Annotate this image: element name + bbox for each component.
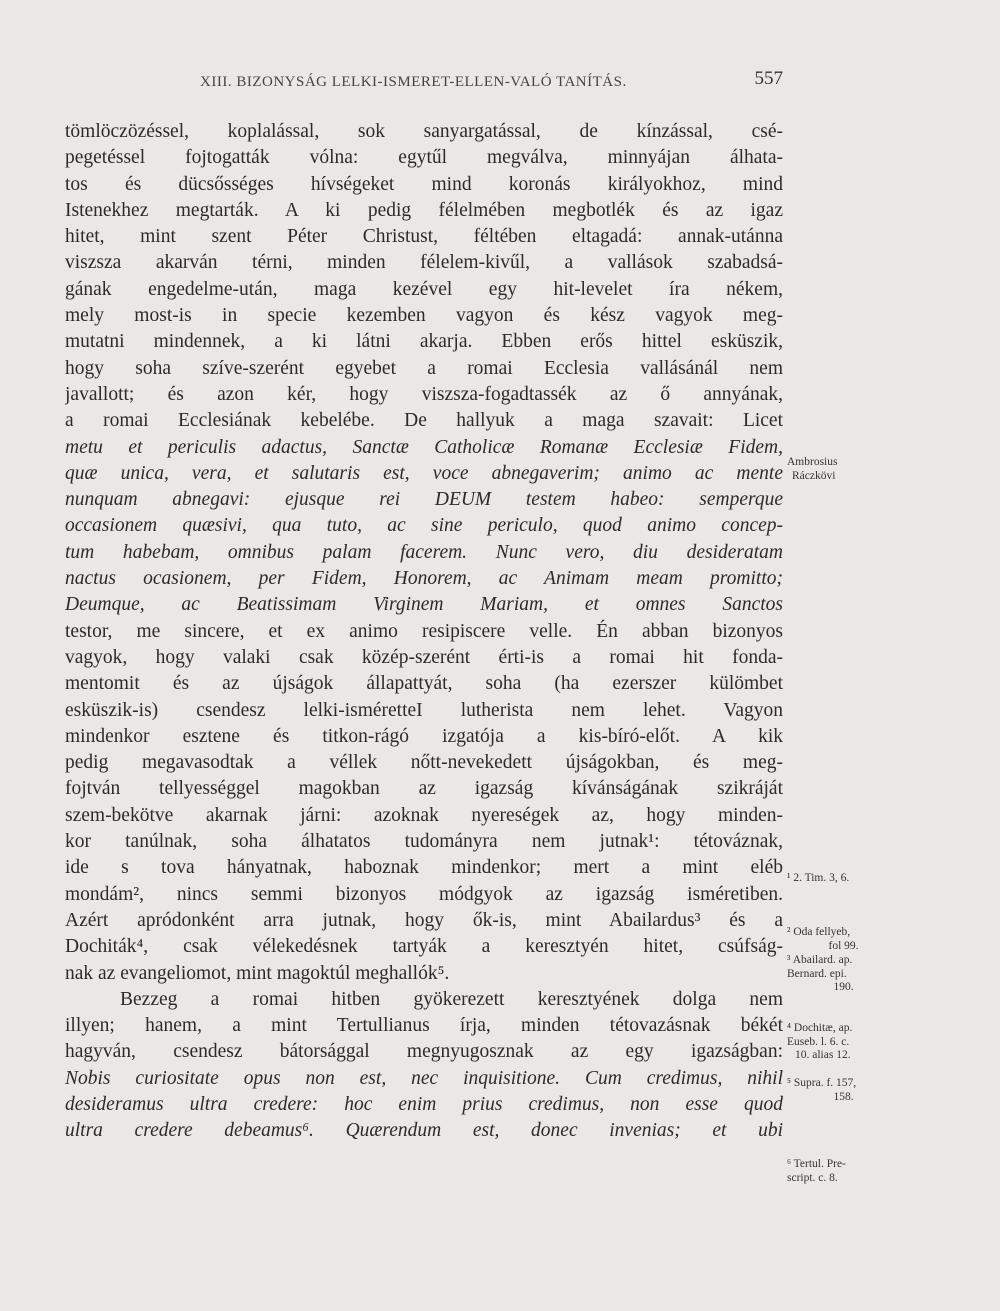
text-line: tos és dücsősséges hívségeket mind koronás királyokhoz, mind	[65, 173, 783, 195]
text-line: testor, me sincere, et ex animo resipiscere velle. Én abban bizonyos	[65, 620, 783, 642]
text-line: fojtván tellyességgel magokban az igazság kívánságának szikráját	[65, 778, 783, 800]
footnote-5: ⁵ Supra. f. 157, 158.	[787, 1077, 857, 1103]
latin-quote-line: nunquam abnegavi: ejusque rei DEUM testem habeo: semperque	[65, 489, 783, 511]
text-line: mondám², nincs semmi bizonyos módgyok az igazság isméretiben.	[65, 883, 783, 905]
page-number: 557	[754, 68, 783, 89]
latin-quote-line: ultra credere debeamus⁶. Quærendum est, donec invenias; et ubi	[65, 1120, 783, 1142]
text-line: Istenekhez megtarták. A ki pedig félelmében megbotlék és az igaz	[65, 199, 783, 221]
text-line: szem-bekötve akarnak járni: azoknak nyereségek az, hogy minden-	[65, 804, 783, 826]
text-line: esküszik-is) csendesz lelki-isméretteI lutherista nem lehet. Vagyon	[65, 699, 783, 721]
running-title: XIII. BIZONYSÁG LELKI-ISMERET-ELLEN-VALÓ TANÍTÁS.	[200, 74, 627, 90]
margin-note-ambrosius: Ambrosius Ráczkövi	[787, 456, 838, 482]
margin-notes	[787, 0, 900, 1311]
text-line: Azért apródonként arra jutnak, hogy ők-is, mint Abailardus³ és a	[65, 909, 783, 931]
latin-quote-line: occasionem quæsivi, qua tuto, ac sine periculo, quod animo concep-	[65, 515, 783, 537]
text-line: kor tanúlnak, soha álhatatos tudományra nem jutnak¹: tétováznak,	[65, 831, 783, 853]
page-header	[200, 68, 800, 104]
latin-quote-line: Deumque, ac Beatissimam Virginem Mariam, et omnes Sanctos	[65, 594, 783, 616]
text-line: gának engedelme-után, maga kezével egy hit-levelet íra nékem,	[65, 278, 783, 300]
latin-quote-line: metu et periculis adactus, Sanctæ Catholicæ Romanæ Ecclesiæ Fidem,	[65, 436, 783, 458]
text-line: mentomit és az újságok állapattyát, soha (ha ezerszer külömbet	[65, 673, 783, 695]
text-line: ide s tova hányatnak, haboznak mindenkor; mert a mint eléb	[65, 857, 783, 879]
text-line: hagyván, csendesz bátorsággal megnyugosznak az egy igazságban:	[65, 1041, 783, 1063]
text-line: a romai Ecclesiának kebelébe. De hallyuk a maga szavait: Licet	[65, 410, 783, 432]
latin-quote-line: nactus ocasionem, per Fidem, Honorem, ac Animam meam promitto;	[65, 568, 783, 590]
footnote-1: ¹ 2. Tim. 3, 6.	[787, 872, 850, 884]
body-text	[65, 119, 783, 1145]
latin-quote-line: tum habebam, omnibus palam facerem. Nunc vero, diu desideratam	[65, 541, 783, 563]
text-line: mely most-is in specie kezemben vagyon és kész vagyok meg-	[65, 305, 783, 327]
text-line: hogy soha szíve-szerént egyebet a romai Ecclesia vallásánál nem	[65, 357, 783, 379]
text-line: javallott; és azon kér, hogy viszsza-fogadtassék az ő annyának,	[65, 383, 783, 405]
text-line: viszsza akarván térni, minden félelem-kivűl, a vallások szabadsá-	[65, 252, 783, 274]
text-line: Dochiták⁴, csak vélekedésnek tartyák a keresztyén hitet, csúfság-	[65, 936, 783, 958]
footnote-2: ² Oda fellyeb, fol 99.	[787, 926, 859, 952]
text-line: illyen; hanem, a mint Tertullianus írja, minden tétovazásnak békét	[65, 1015, 783, 1037]
footnote-4: ⁴ Dochitæ, ap. Euseb. l. 6. c. 10. alias 12.	[787, 1022, 853, 1061]
text-line: mutatni mindennek, a ki látni akarja. Ebben erős hittel esküszik,	[65, 331, 783, 353]
text-line: pedig megavasodtak a véllek nőtt-nevekedett újságokban, és meg-	[65, 752, 783, 774]
text-line: tömlöczözéssel, koplalással, sok sanyargatással, de kínzással, csé-	[65, 121, 783, 142]
latin-quote-line: desideramus ultra credere: hoc enim prius credimus, non esse quod	[65, 1093, 783, 1115]
footnote-3: ³ Abailard. ap. Bernard. epi. 190.	[787, 954, 854, 993]
latin-quote-line: Nobis curiositate opus non est, nec inquisitione. Cum credimus, nihil	[65, 1067, 783, 1089]
footnote-6: ⁶ Tertul. Pre- script. c. 8.	[787, 1158, 846, 1184]
paragraph-end-line: nak az evangeliomot, mint magoktúl meghallók⁵.	[65, 962, 450, 984]
text-line: hitet, mint szent Péter Christust, féltében eltagadá: annak-utánna	[65, 226, 783, 248]
text-line: mindenkor esztene és titkon-rágó izgatója a kis-bíró-előt. A kik	[65, 725, 783, 747]
paragraph-start-line: Bezzeg a romai hitben gyökerezett keresztyének dolga nem	[120, 988, 783, 1010]
latin-quote-line: quæ unica, vera, et salutaris est, voce abnegaverim; animo ac mente	[65, 462, 783, 484]
text-line: pegetéssel fojtogatták vólna: egytűl megválva, minnyájan álhata-	[65, 147, 783, 169]
text-line: vagyok, hogy valaki csak közép-szerént érti-is a romai hit fonda-	[65, 646, 783, 668]
